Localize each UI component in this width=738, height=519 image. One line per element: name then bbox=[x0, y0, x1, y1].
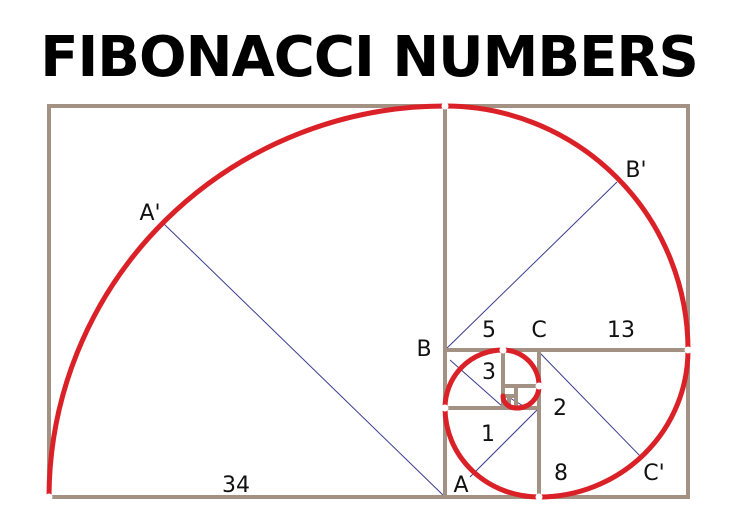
junction-dot bbox=[442, 405, 449, 412]
golden-spiral bbox=[49, 106, 688, 497]
junction-dot bbox=[500, 347, 507, 354]
page-title: FIBONACCI NUMBERS bbox=[40, 25, 698, 90]
point-label-a-prime: A' bbox=[139, 201, 161, 226]
point-label-c: C bbox=[531, 318, 547, 343]
square-label-1: 1 bbox=[481, 422, 495, 447]
square-label-5: 5 bbox=[482, 318, 496, 343]
junction-dot bbox=[536, 494, 543, 501]
diagonal-a-prime bbox=[164, 224, 445, 497]
junction-dot bbox=[685, 347, 692, 354]
junction-dot bbox=[442, 103, 449, 110]
point-label-c-prime: C' bbox=[643, 461, 665, 486]
outer-rectangle bbox=[49, 106, 688, 497]
point-label-b: B bbox=[416, 337, 432, 362]
square-label-8: 8 bbox=[554, 461, 568, 486]
square-label-2: 2 bbox=[553, 396, 567, 421]
junction-dot bbox=[536, 383, 543, 390]
junction-dot bbox=[46, 494, 53, 501]
spiral-junctions bbox=[46, 103, 692, 501]
diagonals bbox=[164, 182, 642, 497]
fibonacci-rectangles bbox=[49, 106, 688, 497]
square-label-34: 34 bbox=[222, 473, 250, 498]
square-label-3: 3 bbox=[482, 360, 496, 385]
point-label-a: A bbox=[453, 473, 469, 498]
point-label-b-prime: B' bbox=[625, 158, 647, 183]
square-label-13: 13 bbox=[607, 318, 635, 343]
